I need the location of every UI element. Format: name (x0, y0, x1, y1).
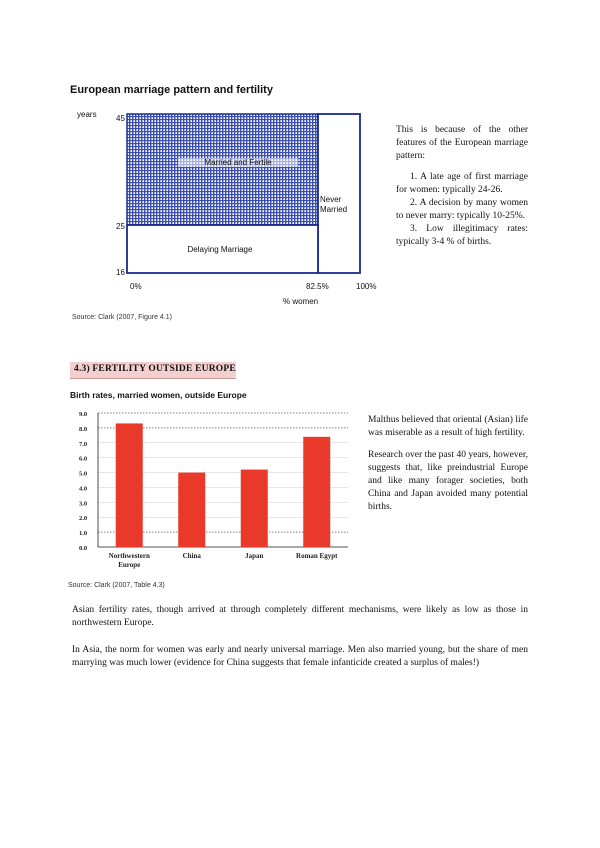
figure1-y-tick-25: 25 (116, 222, 125, 231)
y-tick-label-4: 4.0 (78, 485, 88, 493)
y-tick-label-2: 2.0 (78, 515, 88, 523)
figure1-y-axis-label: years (77, 110, 97, 119)
bar-northwestern-europe (116, 423, 143, 547)
x-tick-label-0-line2: Europe (118, 561, 141, 569)
y-tick-label-7: 7.0 (78, 440, 88, 448)
marriage-pattern-item-2: 2. A decision by many women to never marry: typically 10-25%. (396, 198, 528, 221)
never-married-region (318, 114, 360, 273)
figure1-x-axis-label: % women (283, 297, 319, 306)
malthus-text (368, 414, 528, 514)
figure1-x-tick-82: 82.5% (306, 282, 329, 291)
marriage-pattern-text (396, 124, 528, 249)
marriage-pattern-item-3: 3. Low illegitimacy rates: typically 3-4 % of births. (396, 224, 528, 247)
delaying-marriage-label: Delaying Marriage (187, 245, 253, 254)
married-fertile-region (127, 114, 318, 225)
x-tick-label-2: Japan (245, 552, 264, 560)
y-tick-label-3: 3.0 (78, 500, 88, 508)
figure1-x-tick-100: 100% (356, 282, 377, 291)
y-tick-label-8: 8.0 (78, 425, 88, 433)
figure1-title: European marriage pattern and fertility (70, 84, 273, 96)
figure1-source: Source: Clark (2007, Figure 4.1) (72, 314, 172, 321)
figure1-y-tick-45: 45 (116, 114, 125, 123)
bar-japan (241, 470, 268, 547)
asian-marriage-paragraph: In Asia, the norm for women was early and nearly universal marriage. Men also married young, but the share of men marrying was much lower (evidence for China suggests that female infanticide created a surplus of males!) (72, 645, 528, 668)
figure1-y-tick-16: 16 (116, 268, 125, 277)
y-tick-label-6: 6.0 (78, 455, 88, 463)
bar-china (178, 473, 205, 547)
figure1-x-tick-0: 0% (130, 282, 142, 291)
marriage-pattern-intro: This is because of the other features of the European marriage pattern: (396, 125, 528, 161)
chart-title: Birth rates, married women, outside Europe (70, 390, 247, 400)
malthus-paragraph-2: Research over the past 40 years, however, suggests that, like preindustrial Europe and like many forager societies, both China and Japan avoided many potential births. (368, 450, 528, 512)
malthus-paragraph-1: Malthus believed that oriental (Asian) life was miserable as a result of high fertility. (368, 415, 528, 438)
married-fertile-label: Married and Fertile (178, 158, 298, 167)
asian-fertility-paragraph: Asian fertility rates, though arrived at through completely different mechanisms, were likely as low as those in northwestern Europe. (72, 605, 528, 628)
never-married-label: Never Married (320, 195, 348, 214)
x-tick-label-1: China (182, 552, 201, 560)
x-tick-label-0: Northwestern (108, 552, 150, 560)
chart-source: Source: Clark (2007, Table 4.3) (68, 582, 165, 589)
birth-rates-bar-chart (68, 404, 353, 600)
y-tick-label-9: 9.0 (78, 411, 88, 418)
y-tick-label-5: 5.0 (78, 470, 88, 478)
marriage-pattern-item-1: 1. A late age of first marriage for women: typically 24-26. (396, 172, 528, 195)
y-tick-label-1: 1.0 (78, 530, 88, 538)
bar-roman-egypt (303, 437, 330, 547)
x-tick-label-3: Roman Egypt (296, 552, 338, 560)
y-tick-label-0: 0.0 (78, 545, 88, 552)
section-heading: 4.3) FERTILITY OUTSIDE EUROPE (74, 364, 236, 374)
